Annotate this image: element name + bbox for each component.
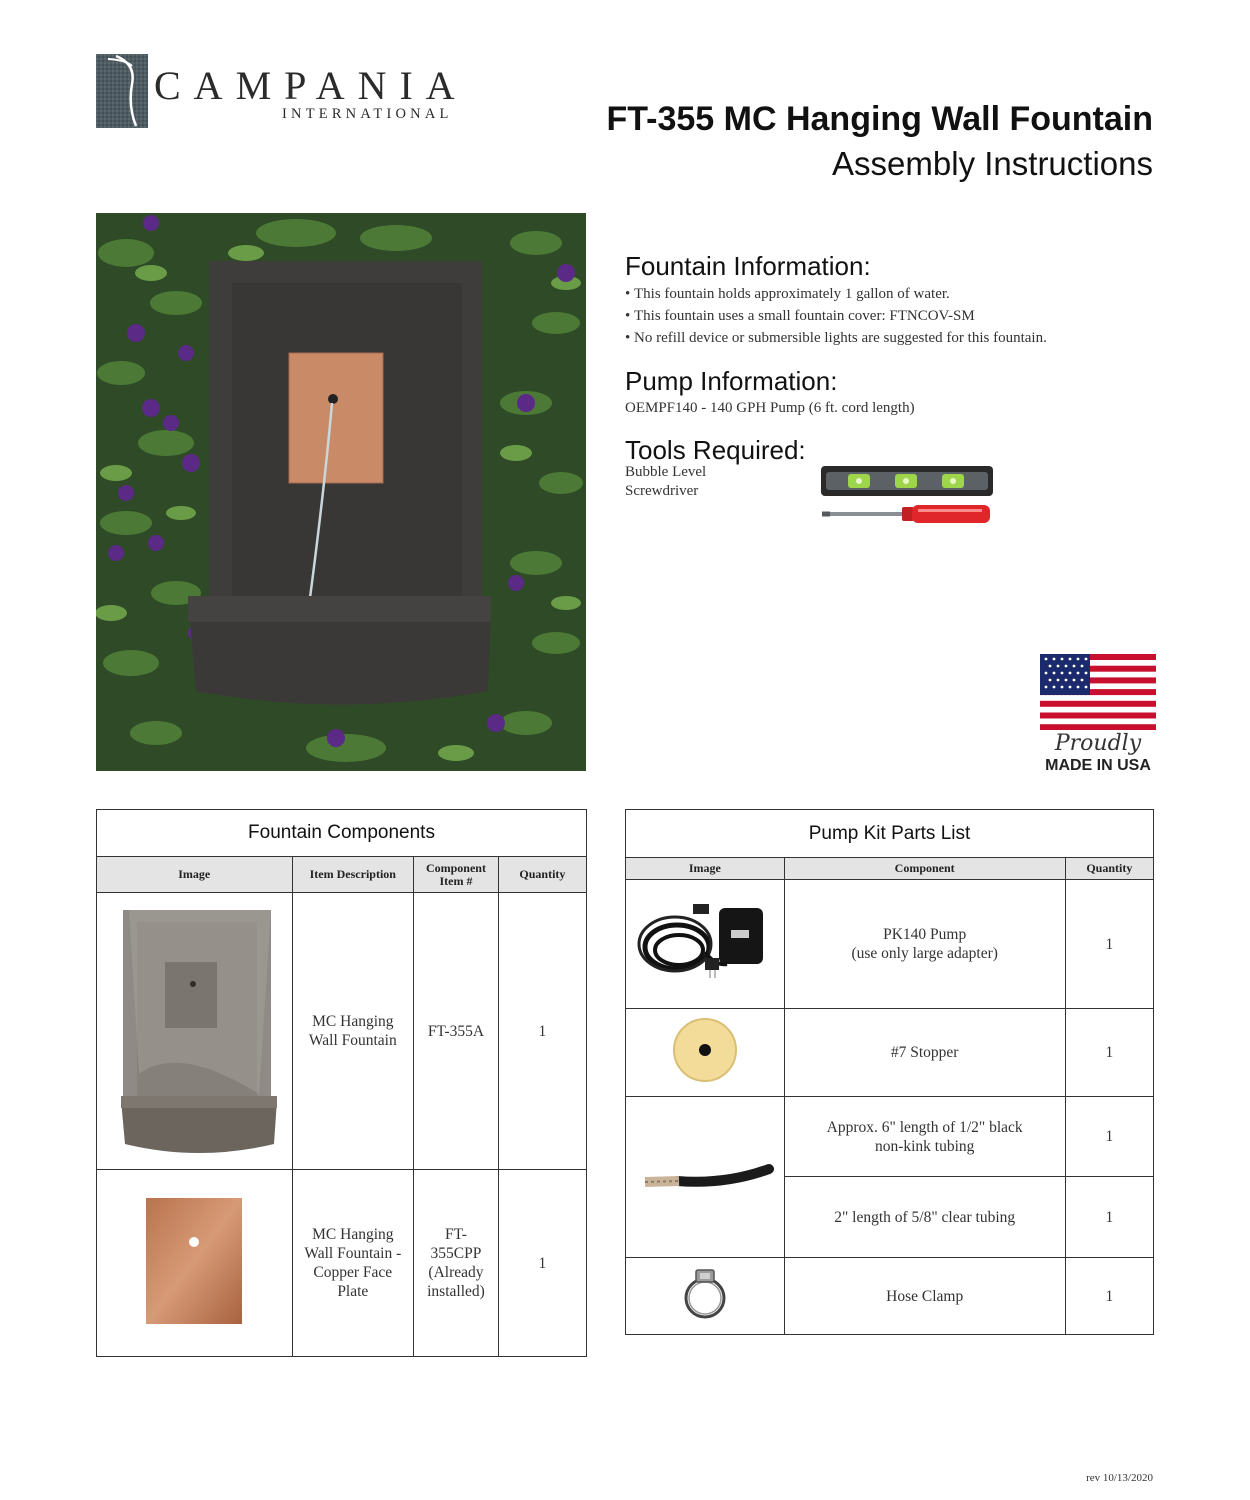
table-row <box>97 1170 587 1357</box>
pump-note: (use only large adapter) <box>851 945 998 962</box>
col-header-image: Image <box>626 858 785 880</box>
black-tubing-component <box>784 1097 1065 1177</box>
tools-list <box>625 463 706 501</box>
fountain-info-item: • This fountain uses a small fountain cover: FTNCOV-SM <box>625 305 1145 327</box>
description-text: MC Hanging Wall Fountain <box>308 1013 397 1049</box>
clear-tubing-component: 2" length of 5/8" clear tubing <box>784 1177 1065 1258</box>
pump-image <box>626 880 785 1009</box>
table-row <box>626 1097 1154 1177</box>
table-row <box>626 880 1154 1009</box>
stopper-image <box>626 1009 785 1097</box>
black-tubing-qty: 1 <box>1065 1097 1153 1177</box>
brand-name: CAMPANIA <box>154 63 468 108</box>
tools-heading: Tools Required: <box>625 435 806 465</box>
item-text: FT-355CPP (Already installed) <box>427 1226 485 1300</box>
stopper-component: #7 Stopper <box>784 1009 1065 1097</box>
copper-plate-description <box>292 1170 414 1357</box>
component-text: Approx. 6" length of 1/2" black non-kink tubing <box>826 1118 1023 1155</box>
fountain-info-item: • No refill device or submersible lights are suggested for this fountain. <box>625 327 1145 349</box>
fountain-info-heading: Fountain Information: <box>625 251 871 281</box>
fountain-info-item: • This fountain holds approximately 1 gallon of water. <box>625 283 1145 305</box>
tubing-image <box>626 1097 785 1258</box>
fountain-body-qty: 1 <box>498 893 586 1170</box>
proudly-script: Proudly <box>1054 731 1142 756</box>
col-header-description: Item Description <box>292 857 414 893</box>
col-header-quantity: Quantity <box>498 857 586 893</box>
brand-subname: INTERNATIONAL <box>282 106 453 122</box>
clear-tubing-qty: 1 <box>1065 1177 1153 1258</box>
pump-qty: 1 <box>1065 880 1153 1009</box>
fountain-components-caption: Fountain Components <box>97 810 587 857</box>
tool-item: Bubble Level <box>625 464 707 480</box>
fountain-components-table <box>96 809 587 1357</box>
copper-plate-item <box>414 1170 499 1357</box>
fountain-body-image <box>97 893 293 1170</box>
pump-name: PK140 Pump <box>883 926 967 943</box>
pump-component <box>784 880 1065 1009</box>
page-title: FT-355 MC Hanging Wall Fountain <box>606 100 1153 138</box>
fountain-body-item: FT-355A <box>414 893 499 1170</box>
hose-clamp-qty: 1 <box>1065 1258 1153 1335</box>
copper-plate-qty: 1 <box>498 1170 586 1357</box>
revision-date: rev 10/13/2020 <box>1086 1472 1153 1484</box>
logo-mark <box>96 54 148 128</box>
page-subtitle: Assembly Instructions <box>832 145 1153 182</box>
table-row <box>97 893 587 1170</box>
hose-clamp-image <box>626 1258 785 1335</box>
fountain-photo <box>96 213 586 771</box>
copper-plate-image <box>97 1170 293 1357</box>
hose-clamp-component: Hose Clamp <box>784 1258 1065 1335</box>
col-header-item-text: Component Item # <box>425 860 486 888</box>
pump-info-text: OEMPF140 - 140 GPH Pump (6 ft. cord length) <box>625 400 915 416</box>
screwdriver-icon <box>822 503 992 530</box>
pump-info-heading: Pump Information: <box>625 366 838 396</box>
table-row <box>626 1258 1154 1335</box>
tool-item: Screwdriver <box>625 483 699 499</box>
us-flag-icon <box>1040 654 1156 735</box>
col-header-component: Component <box>784 858 1065 880</box>
stopper-qty: 1 <box>1065 1009 1153 1097</box>
pump-kit-table <box>625 809 1154 1335</box>
col-header-quantity: Quantity <box>1065 858 1153 880</box>
col-header-image: Image <box>97 857 293 893</box>
pump-kit-caption: Pump Kit Parts List <box>626 810 1154 858</box>
description-text: MC Hanging Wall Fountain - Copper Face Plate <box>304 1226 402 1300</box>
table-row <box>626 1009 1154 1097</box>
bubble-level-icon <box>820 465 994 502</box>
fountain-info-list <box>625 283 1145 349</box>
fountain-body-description <box>292 893 414 1170</box>
col-header-item <box>414 857 499 893</box>
made-in-usa-label: MADE IN USA <box>1045 757 1151 774</box>
